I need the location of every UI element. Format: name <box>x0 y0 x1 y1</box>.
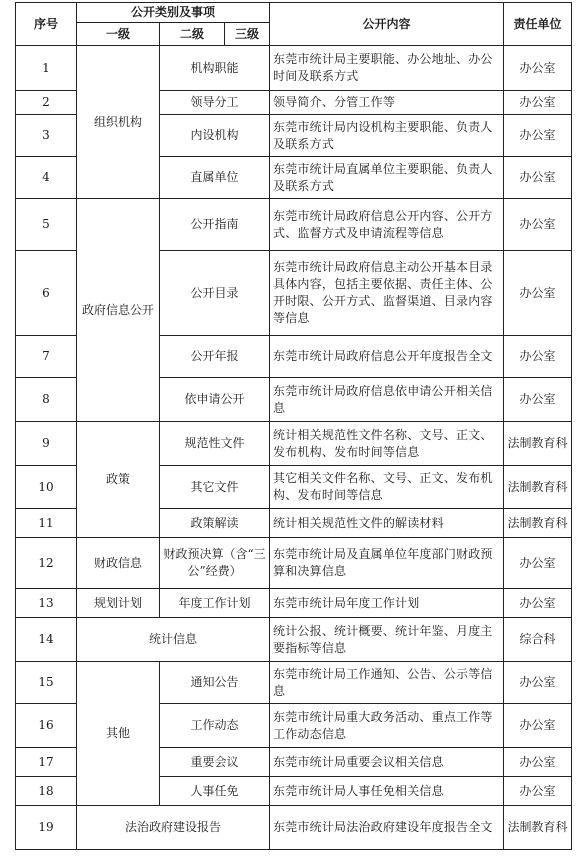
row-content: 东莞市统计局重大政务活动、重点工作等工作动态信息 <box>270 704 504 748</box>
row-unit: 法制教育科 <box>504 806 572 850</box>
row-no: 12 <box>16 538 77 589</box>
disclosure-table <box>15 2 572 850</box>
header-level3: 三级 <box>225 23 270 46</box>
row-level2: 年度工作计划 <box>160 589 270 618</box>
row-level2: 财政预决算（含“三公”经费） <box>160 538 270 589</box>
row-unit: 办公室 <box>504 91 572 115</box>
row-unit: 办公室 <box>504 777 572 806</box>
row-unit: 办公室 <box>504 589 572 618</box>
row-level2: 政策解读 <box>160 509 270 538</box>
row-level2: 领导分工 <box>160 91 270 115</box>
row-content: 统计相关规范性文件的解读材料 <box>270 509 504 538</box>
row-level2: 重要会议 <box>160 748 270 777</box>
row-level2: 机构职能 <box>160 46 270 91</box>
row-content: 统计相关规范性文件名称、文号、正文、发布机构、发布时间等信息 <box>270 422 504 466</box>
row-level2: 规范性文件 <box>160 422 270 466</box>
header-category: 公开类别及事项 <box>77 3 270 23</box>
row-unit: 办公室 <box>504 199 572 251</box>
row-content: 东莞市统计局政府信息公开年度报告全文 <box>270 336 504 378</box>
table-row <box>16 46 572 91</box>
row-unit: 办公室 <box>504 115 572 157</box>
row-unit: 办公室 <box>504 157 572 199</box>
row-unit: 办公室 <box>504 662 572 704</box>
row-no: 19 <box>16 806 77 850</box>
row-no: 17 <box>16 748 77 777</box>
row-unit: 综合科 <box>504 618 572 662</box>
row-unit: 办公室 <box>504 378 572 422</box>
row-no: 14 <box>16 618 77 662</box>
row-level2: 人事任免 <box>160 777 270 806</box>
group-gov-info: 政府信息公开 <box>77 199 160 422</box>
header-level1: 一级 <box>77 23 160 46</box>
row-unit: 办公室 <box>504 748 572 777</box>
row-unit: 办公室 <box>504 336 572 378</box>
table-row <box>16 538 572 589</box>
row-unit: 法制教育科 <box>504 509 572 538</box>
row-no: 7 <box>16 336 77 378</box>
row-unit: 法制教育科 <box>504 422 572 466</box>
group-policy: 政策 <box>77 422 160 538</box>
group-planning: 规划计划 <box>77 589 160 618</box>
row-content: 东莞市统计局人事任免相关信息 <box>270 777 504 806</box>
row-no: 1 <box>16 46 77 91</box>
row-level2: 内设机构 <box>160 115 270 157</box>
row-content: 东莞市统计局内设机构主要职能、负责人及联系方式 <box>270 115 504 157</box>
row-no: 4 <box>16 157 77 199</box>
row-unit: 办公室 <box>504 538 572 589</box>
table-row <box>16 618 572 662</box>
row-no: 3 <box>16 115 77 157</box>
row-content: 其它相关文件名称、文号、正文、发布机构、发布时间等信息 <box>270 466 504 509</box>
row-level2: 其它文件 <box>160 466 270 509</box>
group-other: 其他 <box>77 662 160 806</box>
row-no: 9 <box>16 422 77 466</box>
row-level2: 公开目录 <box>160 251 270 336</box>
row-no: 11 <box>16 509 77 538</box>
row-no: 18 <box>16 777 77 806</box>
row-no: 15 <box>16 662 77 704</box>
row-content: 东莞市统计局主要职能、办公地址、办公时间及联系方式 <box>270 46 504 91</box>
row-content: 统计公报、统计概要、统计年鉴、月度主要指标等信息 <box>270 618 504 662</box>
row-level2: 依申请公开 <box>160 378 270 422</box>
header-unit: 责任单位 <box>504 3 572 46</box>
row-level2: 公开年报 <box>160 336 270 378</box>
row-no: 10 <box>16 466 77 509</box>
row-content: 东莞市统计局重要会议相关信息 <box>270 748 504 777</box>
row-content: 东莞市统计局政府信息主动公开基本目录具体内容，包括主要依据、责任主体、公开时限、公开方式、监督渠道、目录内容等信息 <box>270 251 504 336</box>
header-content: 公开内容 <box>270 3 504 46</box>
header-no: 序号 <box>16 3 77 46</box>
table-row <box>16 199 572 251</box>
row-no: 13 <box>16 589 77 618</box>
row-level2: 公开指南 <box>160 199 270 251</box>
group-rule-of-law: 法治政府建设报告 <box>77 806 270 850</box>
row-no: 5 <box>16 199 77 251</box>
row-content: 东莞市统计局法治政府建设年度报告全文 <box>270 806 504 850</box>
row-no: 2 <box>16 91 77 115</box>
group-finance: 财政信息 <box>77 538 160 589</box>
table-row <box>16 422 572 466</box>
header-row <box>16 3 572 23</box>
row-level2: 直属单位 <box>160 157 270 199</box>
row-unit: 办公室 <box>504 251 572 336</box>
row-content: 东莞市统计局直属单位主要职能、负责人及联系方式 <box>270 157 504 199</box>
row-content: 领导简介、分管工作等 <box>270 91 504 115</box>
row-content: 东莞市统计局政府信息依申请公开相关信息 <box>270 378 504 422</box>
table-row <box>16 662 572 704</box>
row-content: 东莞市统计局及直属单位年度部门财政预算和决算信息 <box>270 538 504 589</box>
row-level2: 通知公告 <box>160 662 270 704</box>
row-content: 东莞市统计局政府信息公开内容、公开方式、监督方式及申请流程等信息 <box>270 199 504 251</box>
header-level2: 二级 <box>160 23 225 46</box>
row-unit: 法制教育科 <box>504 466 572 509</box>
row-no: 16 <box>16 704 77 748</box>
row-no: 6 <box>16 251 77 336</box>
row-content: 东莞市统计局工作通知、公告、公示等信息 <box>270 662 504 704</box>
row-unit: 办公室 <box>504 704 572 748</box>
row-no: 8 <box>16 378 77 422</box>
table-row <box>16 806 572 850</box>
table-row <box>16 589 572 618</box>
group-org: 组织机构 <box>77 46 160 199</box>
group-stats: 统计信息 <box>77 618 270 662</box>
row-level2: 工作动态 <box>160 704 270 748</box>
row-content: 东莞市统计局年度工作计划 <box>270 589 504 618</box>
row-unit: 办公室 <box>504 46 572 91</box>
